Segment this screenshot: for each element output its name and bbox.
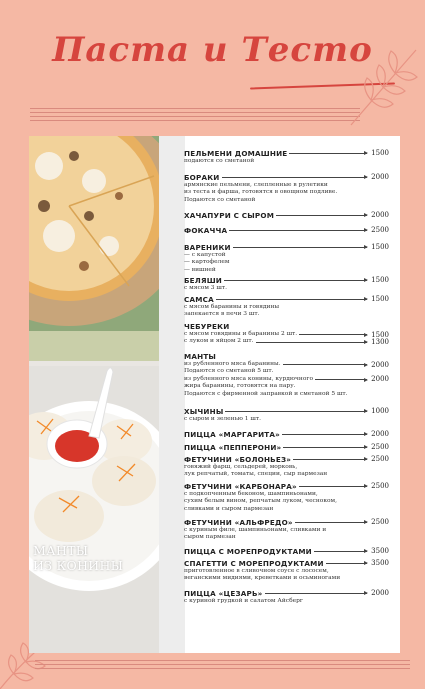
menu-item — [184, 172, 389, 204]
menu-item-variant-text: из рубленного мяса конины, курдючного — [184, 375, 314, 382]
menu-item-row — [184, 242, 389, 252]
menu-item-price: 2000 — [371, 360, 389, 369]
menu-item-description: подаются со сметаной — [184, 158, 255, 164]
menu-item-name: ПИЦЦА С МОРЕПРОДУКТАМИ — [184, 546, 312, 556]
menu-item-name: ЧЕБУРЕКИ — [184, 321, 230, 331]
menu-item-price: 2500 — [371, 455, 389, 463]
food-photo — [29, 136, 159, 653]
menu-item-row — [184, 442, 389, 452]
price-arrow — [222, 177, 367, 178]
price-arrow — [229, 230, 367, 231]
menu-item-row — [184, 517, 389, 527]
menu-item-variant-text: Подаются с фирменной заправкой и сметаной 5 шт. — [184, 390, 348, 397]
menu-item-description: сыром пармезан — [184, 534, 236, 541]
menu-item — [184, 225, 389, 235]
header — [0, 0, 425, 136]
menu-item — [184, 294, 389, 319]
menu-item-name: СПАГЕТТИ С МОРЕПРОДУКТАМИ — [184, 558, 324, 568]
menu-item-name: ПИЦЦА «МАРГАРИТА» — [184, 429, 280, 439]
menu-item-price: 2000 — [371, 173, 389, 181]
price-arrow — [216, 299, 367, 300]
menu-item-description: приготовленное в сливочном соусе с лососем, — [184, 568, 329, 574]
menu-item-description: сливками и сыром пармезан — [184, 505, 274, 512]
menu-item-variant-text: Подаются со сметаной 5 шт. — [184, 368, 274, 375]
menu-item-variant — [184, 361, 389, 368]
menu-item-row — [184, 172, 389, 182]
menu-item-row — [184, 225, 389, 235]
menu-item-row — [184, 546, 389, 556]
price-arrow — [283, 364, 367, 365]
menu-item-price: 2000 — [371, 211, 389, 219]
menu-item-variant — [184, 368, 389, 375]
menu-item-description: лук репчатый, томаты, специи, сыр пармезан — [184, 471, 328, 478]
menu-item — [184, 588, 389, 605]
menu-item-variant — [184, 331, 389, 338]
menu-item — [184, 406, 389, 423]
price-arrow — [282, 434, 367, 435]
menu-item — [184, 429, 389, 439]
menu-item-description: запекается в печи 3 шт. — [184, 311, 260, 318]
menu-item-name: САМСА — [184, 294, 214, 304]
menu-item-price: 1500 — [371, 330, 389, 339]
menu-item-row — [184, 321, 389, 331]
price-arrow — [314, 551, 367, 552]
menu-item-description: — с капустой — [184, 252, 226, 258]
menu-item-row — [184, 588, 389, 598]
menu-item-row — [184, 481, 389, 491]
menu-item-price: 2500 — [371, 226, 389, 234]
menu-item — [184, 442, 389, 452]
decorative-lines — [35, 660, 410, 672]
menu-item-price: 2000 — [371, 430, 389, 438]
price-arrow — [265, 593, 367, 594]
menu-item-name: ФОКАЧЧА — [184, 225, 228, 235]
photo-caption — [33, 543, 123, 573]
divider-strip — [159, 136, 185, 653]
menu-item-name: БЕЛЯШИ — [184, 275, 222, 285]
menu-item — [184, 558, 389, 583]
menu-item — [184, 546, 389, 556]
menu-item-row — [184, 429, 389, 439]
menu-item-variant — [184, 391, 389, 398]
menu-item-price: 1500 — [371, 149, 389, 157]
menu-item-row — [184, 406, 389, 416]
menu-item-price: 1500 — [371, 295, 389, 303]
menu-item-row — [184, 275, 389, 285]
price-arrow — [225, 411, 367, 412]
price-arrow — [233, 247, 367, 248]
price-arrow — [276, 215, 367, 216]
menu-item — [184, 148, 389, 165]
menu-item-description: с куриным филе, шампиньонами, сливками и — [184, 527, 327, 533]
menu-item-price: 3500 — [371, 547, 389, 555]
menu-item-name: ПИЦЦА «ЦЕЗАРЬ» — [184, 588, 263, 598]
menu-item-row — [184, 454, 389, 464]
price-arrow — [326, 563, 367, 564]
menu-item-name: ФЕТУЧИНИ «БОЛОНЬЕЗ» — [184, 454, 292, 464]
menu-item-description: армянские пельмени, слепленные в рулетики — [184, 182, 328, 188]
menu-item — [184, 481, 389, 513]
menu-item-variant-text: из рубленного мяса баранины. — [184, 361, 281, 367]
menu-item-variant-text: с мясом говядины и баранины 2 шт. — [184, 331, 298, 337]
menu-item-description: с куриной грудкой и салатом Айсберг — [184, 598, 303, 604]
menu-item — [184, 321, 389, 346]
price-arrow — [295, 522, 367, 523]
menu-item-price: 2500 — [371, 518, 389, 526]
menu-item-price: 1500 — [371, 276, 389, 284]
menu-item-name: ПЕЛЬМЕНИ ДОМАШНИЕ — [184, 148, 288, 158]
menu-item-name: ПИЦЦА «ПЕППЕРОНИ» — [184, 442, 282, 452]
menu-item-price: 2500 — [371, 482, 389, 490]
wheat-icon — [341, 40, 421, 130]
menu-item-name: МАНТЫ — [184, 351, 217, 361]
menu-item-price: 3500 — [371, 559, 389, 567]
menu-item-row — [184, 148, 389, 158]
menu-item-description: Подаются со сметаной — [184, 196, 256, 203]
menu-item-description: с подкопченным беконом, шампиньонами, — [184, 491, 318, 497]
menu-item-price: 2000 — [371, 375, 389, 384]
menu-item-name: ВАРЕНИКИ — [184, 242, 231, 252]
menu-item-row — [184, 210, 389, 220]
menu-item-description: — картофелем — [184, 259, 230, 266]
menu-item-name: ХЫЧИНЫ — [184, 406, 224, 416]
price-arrow — [256, 342, 367, 343]
price-arrow — [224, 280, 367, 281]
menu-item — [184, 351, 389, 398]
price-arrow — [293, 459, 367, 460]
menu-item — [184, 517, 389, 542]
menu-item-row — [184, 351, 389, 361]
menu-item-row — [184, 558, 389, 568]
menu-item-description: с сыром и зеленью 1 шт. — [184, 416, 262, 422]
menu-item-variant — [184, 383, 389, 390]
price-arrow — [315, 379, 367, 380]
food-illustration — [29, 136, 159, 653]
page-title: Паста и Тесто — [52, 30, 373, 70]
menu-item-name: ФЕТУЧИНИ «АЛЬФРЕДО» — [184, 517, 293, 527]
menu-item-description: — вишней — [184, 266, 216, 273]
menu-item-name: ФЕТУЧИНИ «КАРБОНАРА» — [184, 481, 297, 491]
menu-item-description: из теста и фарша, готовятся в овощном подливе. — [184, 189, 338, 196]
menu-item-description: говяжий фарш, сельдерей, морковь, — [184, 464, 298, 470]
menu-item-description: с мясом баранины и говядины — [184, 304, 280, 310]
menu-item-description: веганскими мидиями, креветками и осьминогами — [184, 575, 341, 582]
price-arrow — [299, 334, 367, 335]
caption-line: МАНТЫ — [33, 543, 89, 558]
menu-item-price: 2500 — [371, 443, 389, 451]
menu-item-variant-text: с луком и яйцом 2 шт. — [184, 338, 254, 345]
menu-item-description: с мясом 3 шт. — [184, 285, 227, 291]
decorative-lines — [30, 108, 360, 124]
price-arrow — [289, 153, 367, 154]
menu-item-price: 1000 — [371, 407, 389, 415]
menu-item-price: 1300 — [371, 338, 389, 347]
price-arrow — [283, 447, 367, 448]
menu-item-price: 2000 — [371, 589, 389, 597]
menu-item-row — [184, 294, 389, 304]
menu-item — [184, 242, 389, 274]
menu-item — [184, 454, 389, 479]
menu-item-variant-text: жира баранины, готовятся на пару. — [184, 383, 296, 390]
caption-line: ИЗ КОНИНЫ — [33, 558, 124, 573]
menu-item-price: 1500 — [371, 243, 389, 251]
menu-item — [184, 275, 389, 292]
menu-item-description: сухим белым вином, репчатым луком, чесноком, — [184, 498, 338, 505]
menu-item-name: ХАЧАПУРИ С СЫРОМ — [184, 210, 275, 220]
price-arrow — [299, 486, 367, 487]
menu-item-name: БОРАКИ — [184, 172, 220, 182]
menu-item — [184, 210, 389, 220]
menu-item-variant — [184, 338, 389, 345]
